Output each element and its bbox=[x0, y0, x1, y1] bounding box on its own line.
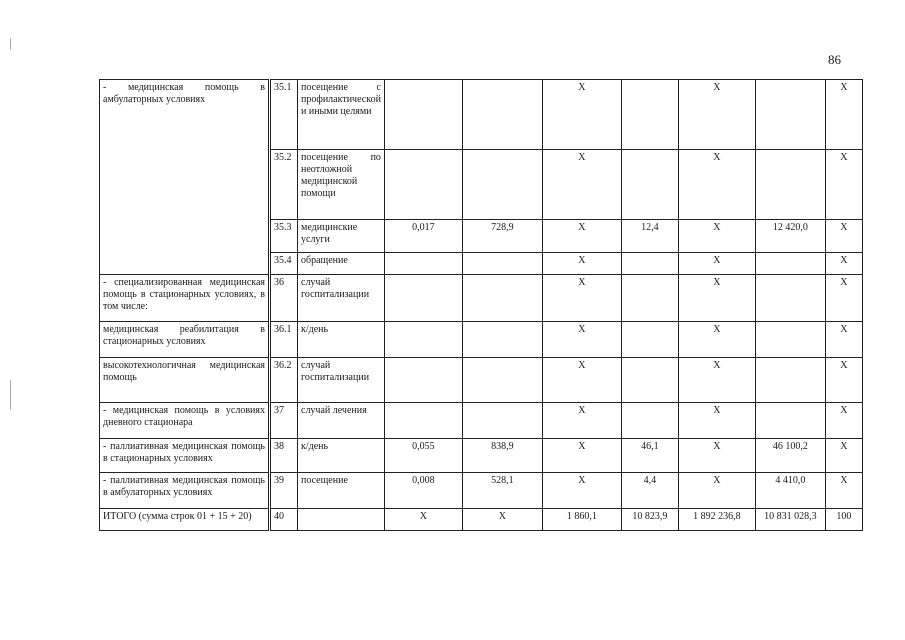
table-row bbox=[100, 509, 863, 531]
cell-value: Х bbox=[678, 150, 755, 220]
cell-value bbox=[462, 150, 542, 220]
row-name: медицинская реабилитация в стационарных условиях bbox=[100, 322, 270, 358]
cell-value: Х bbox=[678, 403, 755, 439]
cell-value: 100 bbox=[825, 509, 862, 531]
cell-value bbox=[462, 358, 542, 403]
row-code: 35.1 bbox=[270, 80, 298, 150]
row-code: 35.4 bbox=[270, 253, 298, 275]
cell-value: 1 892 236,8 bbox=[678, 509, 755, 531]
cell-value bbox=[384, 403, 462, 439]
cell-value bbox=[755, 253, 825, 275]
cell-value: 4 410,0 bbox=[755, 473, 825, 509]
cell-value: 12 420,0 bbox=[755, 220, 825, 253]
cell-value: 46,1 bbox=[621, 439, 678, 473]
cell-value: Х bbox=[825, 150, 862, 220]
cell-value bbox=[755, 358, 825, 403]
row-unit: посещение с профилактической и иными целями bbox=[298, 80, 385, 150]
cell-value bbox=[755, 322, 825, 358]
cell-value: 0,008 bbox=[384, 473, 462, 509]
cell-value bbox=[384, 150, 462, 220]
cell-value: 838,9 bbox=[462, 439, 542, 473]
cell-value: Х bbox=[678, 220, 755, 253]
row-name: - медицинская помощь в амбулаторных условиях bbox=[100, 80, 270, 275]
row-name: - паллиативная медицинская помощь в стационарных условиях bbox=[100, 439, 270, 473]
cell-value bbox=[462, 80, 542, 150]
cell-value: Х bbox=[678, 358, 755, 403]
row-code: 39 bbox=[270, 473, 298, 509]
cell-value: 728,9 bbox=[462, 220, 542, 253]
cell-value bbox=[384, 253, 462, 275]
cell-value: Х bbox=[825, 80, 862, 150]
table-row bbox=[100, 322, 863, 358]
cell-value: Х bbox=[825, 275, 862, 322]
cell-value: Х bbox=[678, 253, 755, 275]
cell-value: Х bbox=[542, 439, 621, 473]
row-name: - паллиативная медицинская помощь в амбулаторных условиях bbox=[100, 473, 270, 509]
cell-value bbox=[621, 358, 678, 403]
page-number: 86 bbox=[828, 52, 841, 67]
cell-value bbox=[755, 150, 825, 220]
row-code: 36.1 bbox=[270, 322, 298, 358]
cell-value: Х bbox=[542, 403, 621, 439]
row-unit: случай госпитализации bbox=[298, 275, 385, 322]
table-row bbox=[100, 358, 863, 403]
cell-value bbox=[384, 80, 462, 150]
cell-value: Х bbox=[542, 473, 621, 509]
cell-value bbox=[755, 275, 825, 322]
row-code: 36 bbox=[270, 275, 298, 322]
cell-value: Х bbox=[542, 253, 621, 275]
table-row bbox=[100, 275, 863, 322]
cell-value bbox=[462, 275, 542, 322]
cell-value bbox=[384, 275, 462, 322]
cell-value: Х bbox=[384, 509, 462, 531]
row-unit: случай госпитализации bbox=[298, 358, 385, 403]
cell-value: Х bbox=[678, 322, 755, 358]
cell-value: 10 831 028,3 bbox=[755, 509, 825, 531]
cell-value bbox=[621, 403, 678, 439]
cell-value: Х bbox=[678, 80, 755, 150]
data-table bbox=[99, 79, 863, 531]
cell-value bbox=[462, 403, 542, 439]
cell-value bbox=[462, 322, 542, 358]
cell-value: Х bbox=[825, 220, 862, 253]
cell-value: Х bbox=[542, 150, 621, 220]
cell-value: 528,1 bbox=[462, 473, 542, 509]
cell-value: Х bbox=[678, 275, 755, 322]
cell-value: 12,4 bbox=[621, 220, 678, 253]
cell-value: Х bbox=[678, 439, 755, 473]
row-unit: случай лечения bbox=[298, 403, 385, 439]
cell-value: 0,055 bbox=[384, 439, 462, 473]
row-code: 35.2 bbox=[270, 150, 298, 220]
cell-value: Х bbox=[542, 220, 621, 253]
cell-value: Х bbox=[678, 473, 755, 509]
row-code: 36.2 bbox=[270, 358, 298, 403]
row-name: - специализированная медицинская помощь в стационарных условиях, в том числе: bbox=[100, 275, 270, 322]
cell-value: 4,4 bbox=[621, 473, 678, 509]
row-unit bbox=[298, 509, 385, 531]
cell-value: Х bbox=[825, 358, 862, 403]
cell-value: 1 860,1 bbox=[542, 509, 621, 531]
cell-value: Х bbox=[825, 473, 862, 509]
row-name: - медицинская помощь в условиях дневного стационара bbox=[100, 403, 270, 439]
row-name: высокотехнологичная медицинская помощь bbox=[100, 358, 270, 403]
row-code: 37 bbox=[270, 403, 298, 439]
cell-value: Х bbox=[542, 80, 621, 150]
row-unit: посещение bbox=[298, 473, 385, 509]
cell-value: Х bbox=[542, 322, 621, 358]
cell-value: Х bbox=[825, 403, 862, 439]
row-unit: обращение bbox=[298, 253, 385, 275]
cell-value bbox=[621, 80, 678, 150]
cell-value bbox=[621, 275, 678, 322]
row-unit: посещение по неотложной медицинской помощи bbox=[298, 150, 385, 220]
cell-value: Х bbox=[825, 322, 862, 358]
cell-value bbox=[755, 403, 825, 439]
row-unit: медицинские услуги bbox=[298, 220, 385, 253]
row-name: ИТОГО (сумма строк 01 + 15 + 20) bbox=[100, 509, 270, 531]
scan-margin-mark bbox=[10, 380, 11, 410]
cell-value: 46 100,2 bbox=[755, 439, 825, 473]
cell-value: Х bbox=[462, 509, 542, 531]
cell-value bbox=[755, 80, 825, 150]
cell-value: Х bbox=[542, 358, 621, 403]
cell-value: 10 823,9 bbox=[621, 509, 678, 531]
cell-value bbox=[384, 322, 462, 358]
cell-value: Х bbox=[825, 253, 862, 275]
table-row bbox=[100, 80, 863, 150]
cell-value bbox=[384, 358, 462, 403]
table-row bbox=[100, 473, 863, 509]
table-row bbox=[100, 403, 863, 439]
cell-value bbox=[462, 253, 542, 275]
row-code: 40 bbox=[270, 509, 298, 531]
row-code: 35.3 bbox=[270, 220, 298, 253]
row-code: 38 bbox=[270, 439, 298, 473]
scan-margin-mark bbox=[10, 38, 11, 50]
cell-value bbox=[621, 150, 678, 220]
cell-value bbox=[621, 253, 678, 275]
row-unit: к/день bbox=[298, 322, 385, 358]
cell-value: Х bbox=[542, 275, 621, 322]
row-unit: к/день bbox=[298, 439, 385, 473]
cell-value: 0,017 bbox=[384, 220, 462, 253]
cell-value: Х bbox=[825, 439, 862, 473]
cell-value bbox=[621, 322, 678, 358]
table-row bbox=[100, 439, 863, 473]
